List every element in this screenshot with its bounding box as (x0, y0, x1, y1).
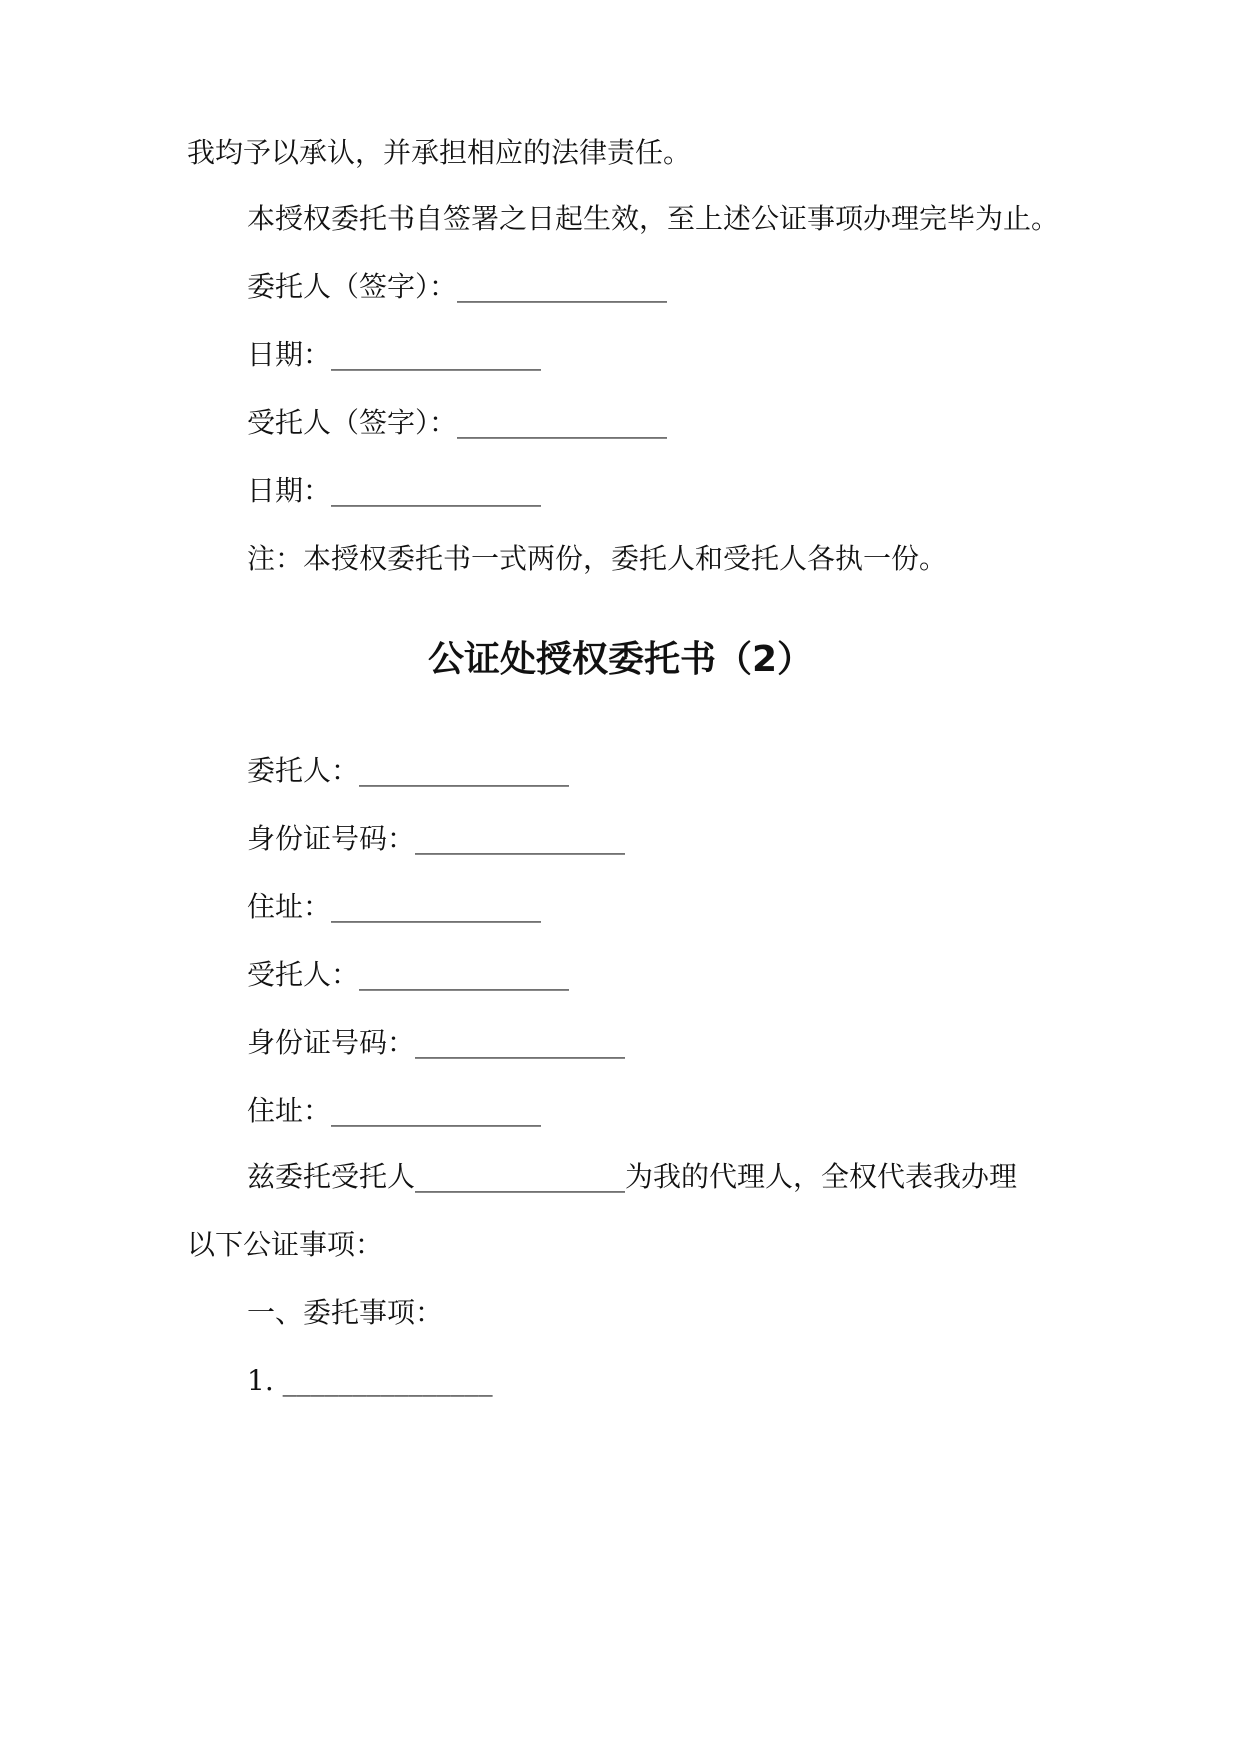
agent-signature-line: 受托人（签字）：_______________ (247, 406, 668, 439)
principal-date-line: 日期：_______________ (247, 338, 542, 371)
matters-heading: 一、委托事项： (247, 1296, 444, 1329)
matter-item-1: 1. _______________ (247, 1364, 493, 1397)
appointment-paragraph-line-2: 以下公证事项： (187, 1228, 384, 1261)
principal-signature-line: 委托人（签字）：_______________ (247, 270, 668, 303)
agent-address-line: 住址：_______________ (247, 1094, 542, 1127)
agent-name-line: 受托人：_______________ (247, 958, 570, 991)
agent-date-line: 日期：_______________ (247, 474, 542, 507)
principal-address-line: 住址：_______________ (247, 890, 542, 923)
agent-id-line: 身份证号码：_______________ (247, 1026, 626, 1059)
principal-id-line: 身份证号码：_______________ (247, 822, 626, 855)
effective-clause: 本授权委托书自签署之日起生效，至上述公证事项办理完毕为止。 (247, 202, 1060, 235)
note-text: 注：本授权委托书一式两份，委托人和受托人各执一份。 (247, 542, 948, 575)
principal-name-line: 委托人：_______________ (247, 754, 570, 787)
appointment-paragraph-line-1: 兹委托受托人_______________为我的代理人，全权代表我办理 (247, 1160, 1018, 1193)
section-title: 公证处授权委托书（2） (427, 639, 814, 680)
continuation-text: 我均予以承认，并承担相应的法律责任。 (187, 136, 692, 169)
